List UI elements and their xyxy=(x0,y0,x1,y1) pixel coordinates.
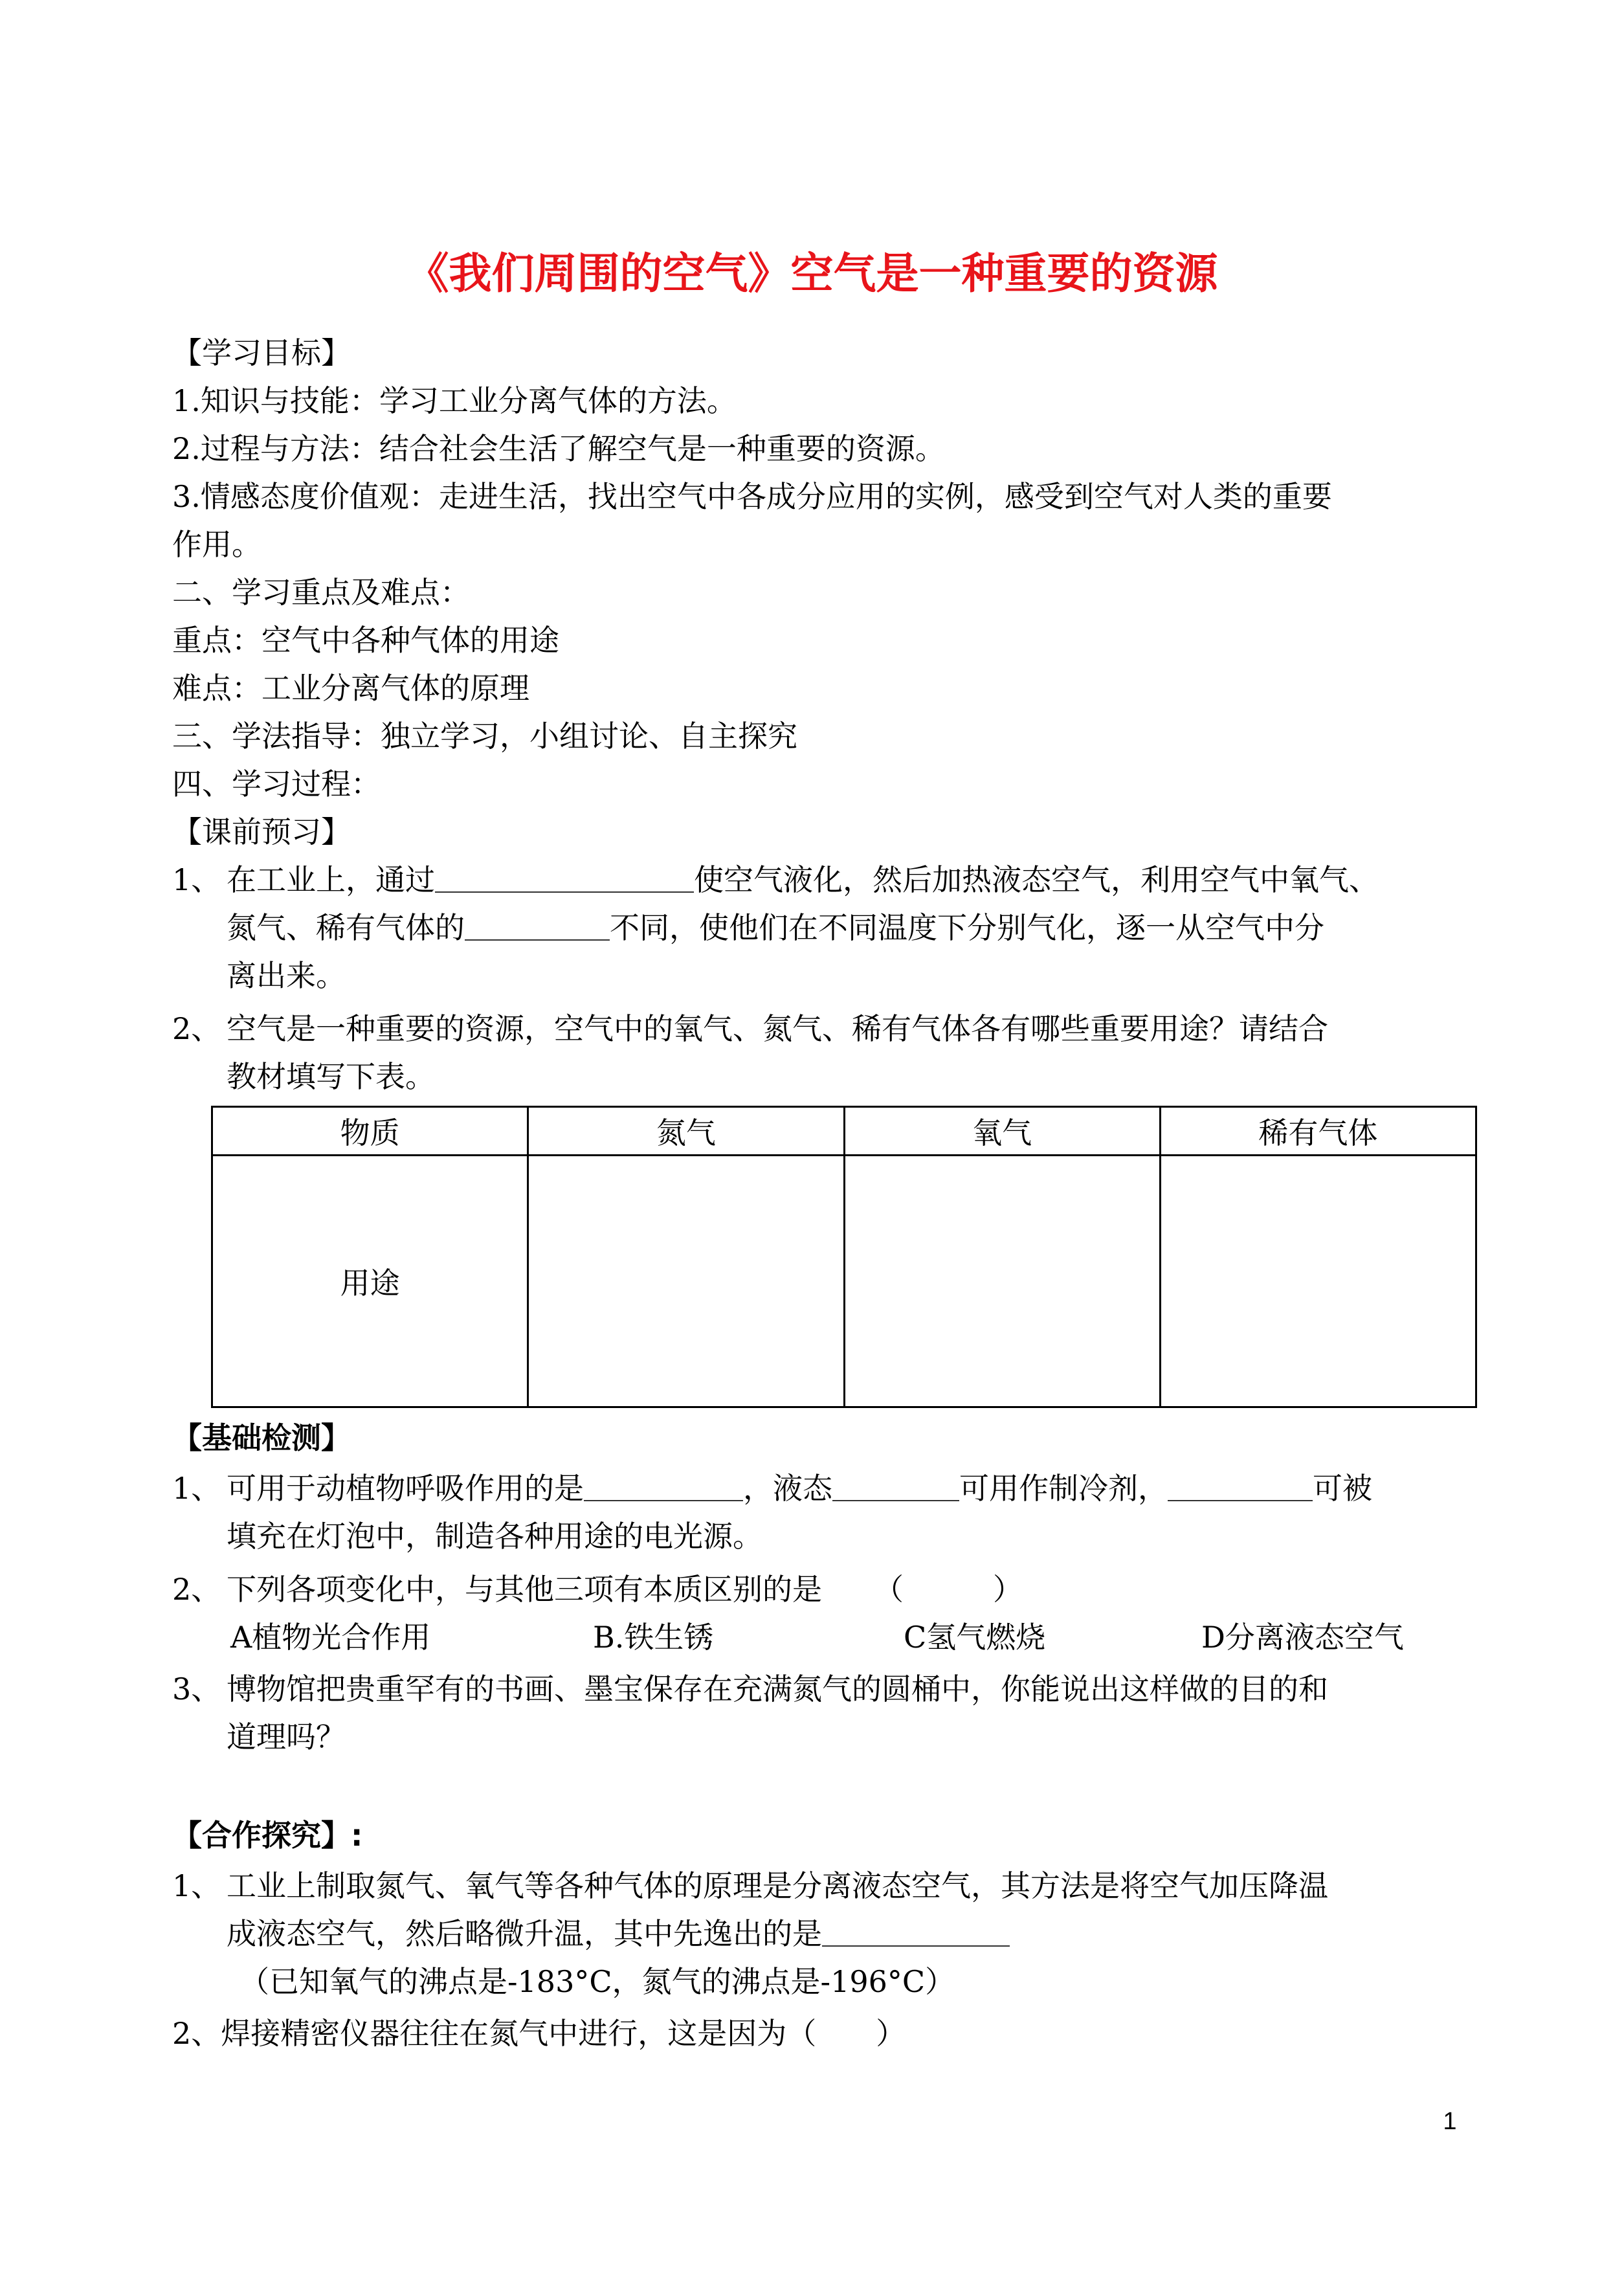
preview-q2-line2: 教材填写下表。 xyxy=(227,1059,435,1094)
table-header-substance: 物质 xyxy=(212,1107,528,1156)
table-row-label-use: 用途 xyxy=(212,1156,528,1407)
preview-q1-line3: 离出来。 xyxy=(227,958,346,993)
fill-blank[interactable] xyxy=(584,1474,743,1501)
table-header-oxygen: 氧气 xyxy=(844,1107,1160,1156)
goal-item-3-cont: 作用。 xyxy=(172,527,261,562)
option-a[interactable]: A植物光合作用 xyxy=(230,1620,431,1655)
process-heading: 四、学习过程： xyxy=(172,766,381,801)
preview-q2-line1: 2、 空气是一种重要的资源，空气中的氧气、氮气、稀有气体各有哪些重要用途？请结合 xyxy=(172,1005,1328,1053)
key-focus: 重点：空气中各种气体的用途 xyxy=(172,623,559,658)
basic-heading: 【基础检测】 xyxy=(172,1420,351,1455)
coop-q2: 2、焊接精密仪器往往在氮气中进行，这是因为（ ） xyxy=(172,2016,906,2051)
table-cell-oxygen-use[interactable] xyxy=(844,1156,1160,1407)
preview-q1-line1: 1、 在工业上，通过 使空气液化，然后加热液态空气，利用空气中氧气、 xyxy=(172,856,1379,904)
goal-item-1: 1.知识与技能：学习工业分离气体的方法。 xyxy=(172,383,737,418)
fill-blank[interactable] xyxy=(435,866,694,893)
preview-q1-line2: 氮气、稀有气体的 不同，使他们在不同温度下分别气化，逐一从空气中分 xyxy=(227,910,1324,945)
method-guidance: 三、学法指导：独立学习，小组讨论、自主探究 xyxy=(172,719,797,754)
fill-blank[interactable] xyxy=(832,1474,959,1501)
answer-paren[interactable]: （ ） xyxy=(874,1572,1023,1607)
table-cell-nitrogen-use[interactable] xyxy=(528,1156,844,1407)
question-number: 1、 xyxy=(172,1868,221,1903)
question-number: 1、 xyxy=(172,1471,221,1506)
fill-blank[interactable] xyxy=(1168,1474,1313,1501)
basic-q1-line1: 1、 可用于动植物呼吸作用的是 ，液态 可用作制冷剂， 可被 xyxy=(172,1464,1372,1512)
question-number: 1、 xyxy=(172,862,221,897)
option-c[interactable]: C氢气燃烧 xyxy=(904,1620,1046,1655)
table-cell-noble-gas-use[interactable] xyxy=(1160,1156,1476,1407)
option-b[interactable]: B.铁生锈 xyxy=(593,1620,714,1655)
goals-heading: 【学习目标】 xyxy=(172,335,351,370)
option-d[interactable]: D分离液态空气 xyxy=(1201,1620,1404,1655)
preview-heading: 【课前预习】 xyxy=(172,814,351,849)
question-number: 3、 xyxy=(172,1672,221,1706)
table-header-nitrogen: 氮气 xyxy=(528,1107,844,1156)
goal-item-2: 2.过程与方法：结合社会生活了解空气是一种重要的资源。 xyxy=(172,431,945,466)
question-number: 2、 xyxy=(172,1011,221,1046)
fill-blank[interactable] xyxy=(822,1919,1010,1947)
coop-q1-line2: 成液态空气，然后略微升温，其中先逸出的是 xyxy=(227,1910,1010,1958)
basic-q2: 2、 下列各项变化中，与其他三项有本质区别的是 （ ） xyxy=(172,1565,1023,1613)
coop-heading: 【合作探究】: xyxy=(172,1818,363,1853)
key-difficulty: 难点：工业分离气体的原理 xyxy=(172,671,529,706)
coop-q1-note: （已知氧气的沸点是-183°C，氮气的沸点是-196°C） xyxy=(239,1964,955,1999)
key-points-heading: 二、学习重点及难点： xyxy=(172,575,470,610)
basic-q1-line2: 填充在灯泡中，制造各种用途的电光源。 xyxy=(227,1519,762,1554)
fill-blank[interactable] xyxy=(465,913,610,941)
basic-q2-options xyxy=(230,1613,1404,1661)
goal-item-3: 3.情感态度价值观：走进生活，找出空气中各成分应用的实例，感受到空气对人类的重要 xyxy=(172,479,1332,514)
page-title: 《我们周围的空气》空气是一种重要的资源 xyxy=(406,249,1218,298)
table-header-noble-gas: 稀有气体 xyxy=(1160,1107,1476,1156)
basic-q3-line2: 道理吗？ xyxy=(227,1719,346,1754)
question-number: 2、 xyxy=(172,1572,221,1607)
coop-q1-line1: 1、 工业上制取氮气、氧气等各种气体的原理是分离液态空气，其方法是将空气加压降温 xyxy=(172,1862,1328,1910)
basic-q3-line1: 3、 博物馆把贵重罕有的书画、墨宝保存在充满氮气的圆桶中，你能说出这样做的目的和 xyxy=(172,1665,1328,1713)
gas-uses-table xyxy=(211,1106,1477,1408)
page-number: 1 xyxy=(1443,2108,1457,2135)
